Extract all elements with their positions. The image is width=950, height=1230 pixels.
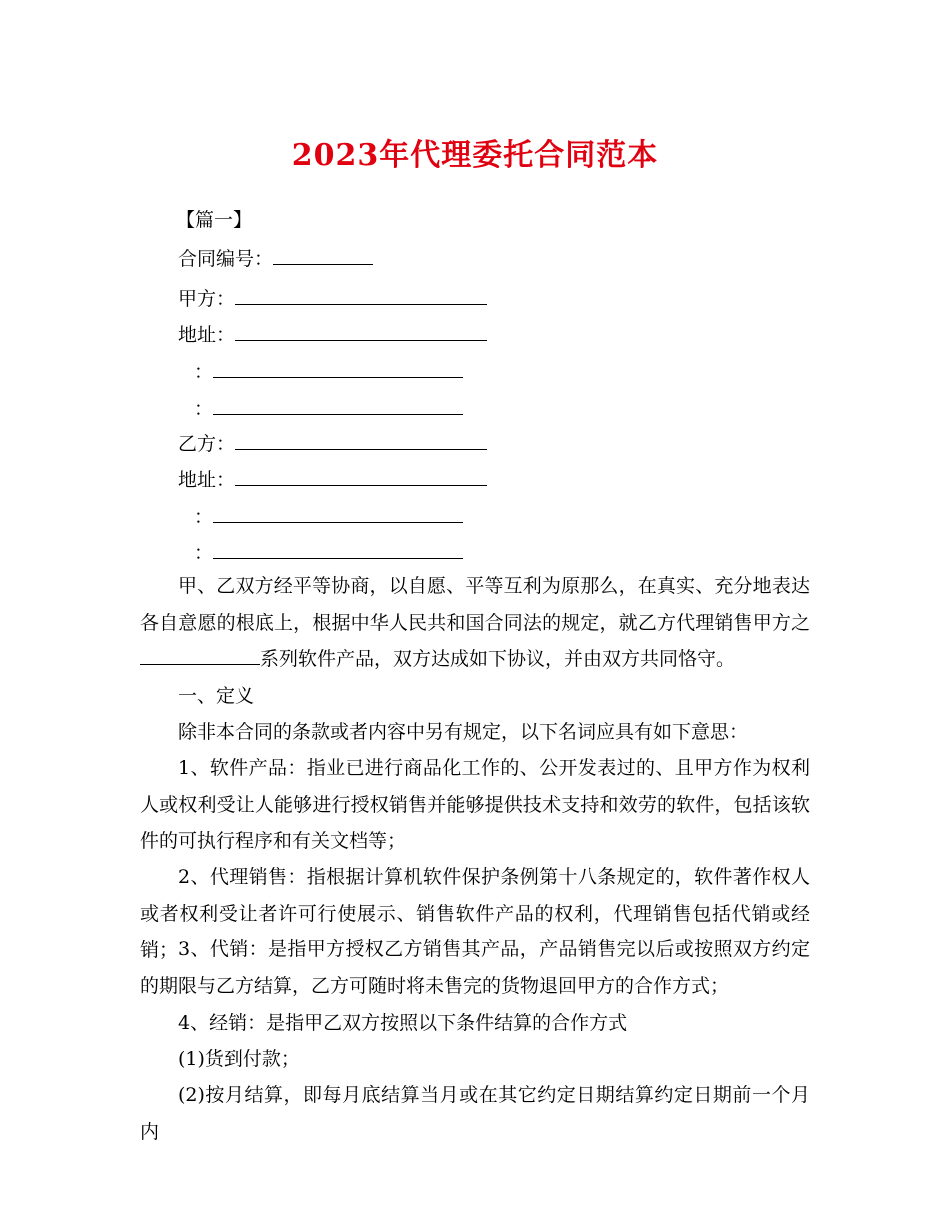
- intro-paragraph: [140, 568, 810, 678]
- contract-no-label: 合同编号：: [178, 248, 274, 270]
- party-a-extra-field-1: [194, 358, 463, 386]
- party-b-address-blank: [235, 467, 487, 486]
- contract-no-field: [178, 245, 373, 273]
- definition-1: 1、软件产品：指业已进行商品化工作的、公开发表过的、且甲方作为权利人或权利受让人能够进行授权销售并能够提供技术支持和效劳的软件，包括该软件的可执行程序和有关文档等；: [140, 757, 810, 852]
- party-a-address-field: [178, 321, 487, 349]
- colon-label: ：: [194, 506, 214, 528]
- party-a-label: 甲方：: [178, 288, 236, 310]
- definition-4-item-1: (1)货到付款；: [178, 1048, 300, 1070]
- blank-line: [213, 540, 463, 559]
- heading-definitions: 一、定义: [178, 685, 255, 707]
- blank-line: [213, 504, 463, 523]
- party-b-extra-field-1: [194, 503, 463, 531]
- section-header: 【篇一】: [176, 209, 253, 231]
- colon-label: ：: [194, 361, 214, 383]
- colon-label: ：: [194, 398, 214, 420]
- party-b-field: [178, 430, 487, 458]
- blank-line: [213, 396, 463, 415]
- definition-2: 2、代理销售：指根据计算机软件保护条例第十八条规定的，软件著作权人或者权利受让者许可行使展示、销售软件产品的权利，代理销售包括代销或经销；: [140, 866, 810, 961]
- party-a-address-label: 地址：: [178, 324, 236, 346]
- party-b-address-label: 地址：: [178, 469, 236, 491]
- party-a-blank: [235, 286, 487, 305]
- party-b-extra-field-2: [194, 539, 463, 567]
- definition-4-item-2: (2)按月结算，即每月底结算当月或在其它约定日期结算约定日期前一个月内: [140, 1084, 810, 1143]
- party-b-blank: [235, 431, 487, 450]
- definition-3: 3、代销：是指甲方授权乙方销售其产品，产品销售完以后或按照双方约定的期限与乙方结算，乙方可随时将未售完的货物退回甲方的合作方式；: [140, 938, 810, 997]
- product-series-blank: [140, 646, 260, 665]
- definitions-intro: 除非本合同的条款或者内容中另有规定，以下名词应具有如下意思：: [178, 721, 749, 743]
- party-a-address-blank: [235, 322, 487, 341]
- party-a-extra-field-2: [194, 395, 463, 423]
- intro-text: 甲、乙双方经平等协商，以自愿、平等互利为原那么，在真实、充分地表达各自意愿的根底上，根据中华人民共和国合同法的规定，就乙方代理销售甲方之: [140, 575, 810, 634]
- blank-line: [213, 359, 463, 378]
- intro-text-cont: 系列软件产品，双方达成如下协议，并由双方共同恪守。: [260, 648, 736, 670]
- definition-4: 4、经销：是指甲乙双方按照以下条件结算的合作方式: [178, 1012, 628, 1034]
- contract-no-blank: [273, 246, 373, 265]
- party-a-field: [178, 285, 487, 313]
- party-b-label: 乙方：: [178, 433, 236, 455]
- document-title: 2023年代理委托合同范本: [291, 138, 659, 173]
- party-b-address-field: [178, 466, 487, 494]
- colon-label: ：: [194, 542, 214, 564]
